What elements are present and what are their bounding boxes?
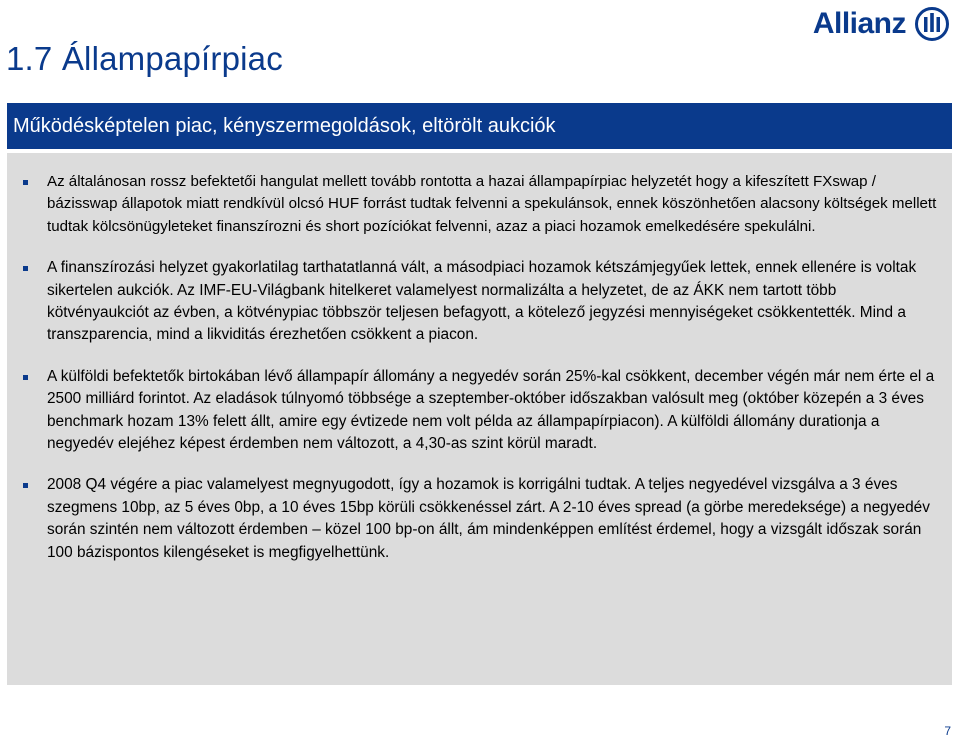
bullet-item <box>21 474 938 564</box>
page-number: 7 <box>944 724 951 738</box>
bullet-square-icon <box>23 483 28 488</box>
bullet-text: A külföldi befektetők birtokában lévő állampapír állomány a negyedév során 25%-kal csökkent, december végén már nem érte el a 2500 milliárd forintot. Az eladások túlnyomó többsége a szeptember-október időszakban valósult meg (október közepén a 3 éves benchmark hozam 13% felett állt, amire egy évtizede nem volt példa az állampapírpiacon). A külföldi állomány durationja a negyedév elejéhez képest érdemben nem változott, a 4,30-as szint körül maradt. <box>47 367 935 453</box>
section-banner: Működésképtelen piac, kényszermegoldások, eltörölt aukciók <box>7 103 952 149</box>
bullet-square-icon <box>23 375 28 380</box>
allianz-logo <box>813 6 952 42</box>
allianz-eagle-icon <box>912 6 952 42</box>
bullet-square-icon <box>23 180 28 185</box>
page-title: 1.7 Állampapírpiac <box>6 40 283 77</box>
bullet-item <box>21 171 938 238</box>
logo-text: Allianz <box>812 7 906 40</box>
bullet-item <box>21 257 938 347</box>
bullet-item <box>21 366 938 456</box>
bullet-text: Az általánosan rossz befektetői hangulat mellett tovább rontotta a hazai állampapírpiac helyzetét hogy a kifeszített FXswap / bázisswap állapotok miatt rendkívül olcsó HUF forrást tudtak felvenni a spekulánsok, ennek köszönhetően alacsony költségek mellett tudtak kölcsönügyleteket finanszírozni és short pozíciókat felvenni, azaz a piaci hozamok emelkedésére spekulálni. <box>47 173 937 235</box>
bullet-list <box>21 171 938 564</box>
bullet-text: 2008 Q4 végére a piac valamelyest megnyugodott, így a hozamok is korrigálni tudtak. A teljes negyedével vizsgálva a 3 éves szegmens 10bp, az 5 éves 0bp, a 10 éves 15bp körüli csökkenéssel zárt. A 2-10 éves spread (a görbe meredeksége) a negyedév során szintén nem változott érdemben – közel 100 bp-on állt, ám mindenképpen említést érdemel, hogy a vizsgált időszak során 100 bázispontos kilengéseket is megfigyelhettünk. <box>47 476 930 561</box>
content-panel <box>7 153 952 685</box>
bullet-square-icon <box>23 266 28 271</box>
bullet-text: A finanszírozási helyzet gyakorlatilag tarthatatlanná vált, a másodpiaci hozamok kétszámjegyűek lettek, ennek ellenére is voltak sikertelen aukciók. Az IMF-EU-Világbank hitelkeret valamelyest normalizálta a helyzetet, de az ÁKK nem tartott több kötvényaukciót az évben, a kötvénypiac többször teljesen befagyott, a kötelező jegyzési mennyiségeket csökkentették. Mind a transzparencia, mind a likviditás érezhetően csökkent a piacon. <box>47 259 917 344</box>
